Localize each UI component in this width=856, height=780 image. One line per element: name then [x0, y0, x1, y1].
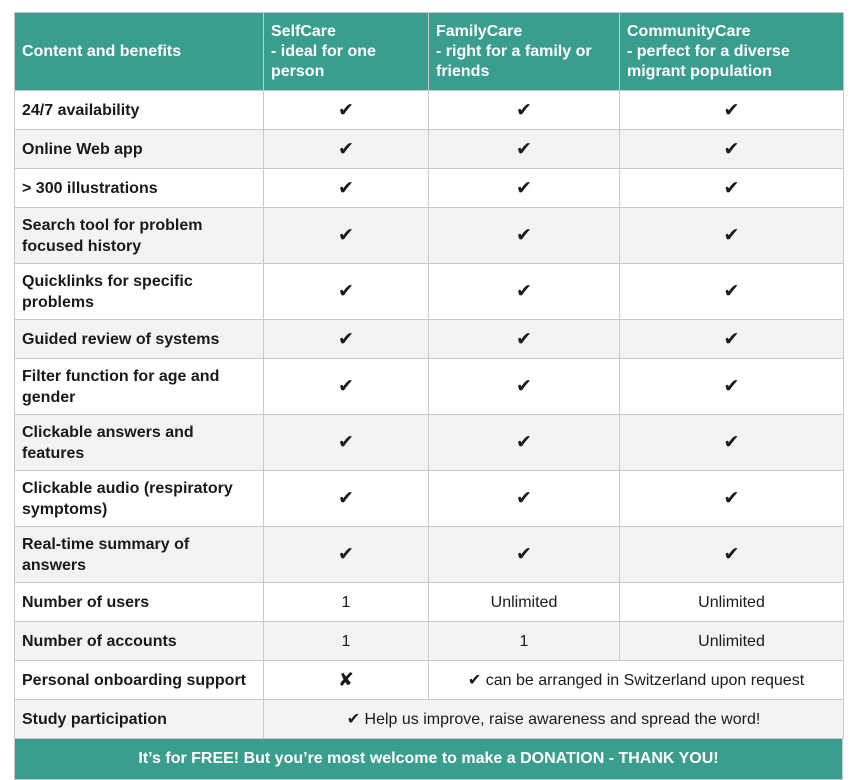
familycare-value: ✔ — [429, 208, 620, 264]
table-row — [15, 622, 844, 661]
selfcare-value: ✔ — [264, 208, 429, 264]
feature-label: Search tool for problem focused history — [15, 208, 264, 264]
donation-footer-banner: It’s for FREE! But you’re most welcome to make a DONATION - THANK YOU! — [14, 739, 843, 780]
table-row — [15, 208, 844, 264]
feature-label: Guided review of systems — [15, 320, 264, 359]
all-plans-merged-value: ✔ Help us improve, raise awareness and spread the word! — [264, 700, 844, 739]
feature-label: Clickable audio (respiratory symptoms) — [15, 471, 264, 527]
table-row — [15, 264, 844, 320]
selfcare-value: ✔ — [264, 415, 429, 471]
header-familycare-title: FamilyCare — [436, 22, 523, 40]
header-selfcare — [264, 13, 429, 91]
selfcare-value: ✔ — [264, 527, 429, 583]
selfcare-value: ✔ — [264, 359, 429, 415]
communitycare-value: ✔ — [620, 91, 844, 130]
familycare-value: 1 — [429, 622, 620, 661]
header-content-benefits: Content and benefits — [15, 13, 264, 91]
table-row — [15, 320, 844, 359]
header-selfcare-subtitle: - ideal for one person — [271, 42, 376, 80]
communitycare-value: ✔ — [620, 359, 844, 415]
selfcare-value: ✔ — [264, 169, 429, 208]
selfcare-value: ✔ — [264, 320, 429, 359]
communitycare-value: ✔ — [620, 130, 844, 169]
table-row — [15, 130, 844, 169]
header-communitycare-subtitle: - perfect for a diverse migrant population — [627, 42, 790, 80]
table-row — [15, 527, 844, 583]
communitycare-value: ✔ — [620, 320, 844, 359]
feature-label: Filter function for age and gender — [15, 359, 264, 415]
feature-label: Quicklinks for specific problems — [15, 264, 264, 320]
table-row — [15, 700, 844, 739]
family-community-merged-value: ✔ can be arranged in Switzerland upon request — [429, 661, 844, 700]
table-header-row — [15, 13, 844, 91]
selfcare-value: ✔ — [264, 91, 429, 130]
feature-label: Online Web app — [15, 130, 264, 169]
selfcare-value: 1 — [264, 622, 429, 661]
feature-label: Clickable answers and features — [15, 415, 264, 471]
selfcare-value: 1 — [264, 583, 429, 622]
selfcare-value: ✘ — [264, 661, 429, 700]
header-communitycare-title: CommunityCare — [627, 22, 751, 40]
table-row — [15, 169, 844, 208]
header-familycare-subtitle: - right for a family or friends — [436, 42, 592, 80]
feature-label: Number of users — [15, 583, 264, 622]
table-row — [15, 359, 844, 415]
familycare-value: ✔ — [429, 359, 620, 415]
communitycare-value: ✔ — [620, 169, 844, 208]
familycare-value: ✔ — [429, 264, 620, 320]
header-familycare — [429, 13, 620, 91]
table-row — [15, 91, 844, 130]
table-row — [15, 415, 844, 471]
table-row — [15, 583, 844, 622]
plan-comparison-table — [14, 12, 844, 739]
table-row — [15, 471, 844, 527]
communitycare-value: ✔ — [620, 264, 844, 320]
familycare-value: ✔ — [429, 320, 620, 359]
feature-label: Personal onboarding support — [15, 661, 264, 700]
familycare-value: ✔ — [429, 169, 620, 208]
feature-label: Real-time summary of answers — [15, 527, 264, 583]
selfcare-value: ✔ — [264, 264, 429, 320]
feature-label: Study participation — [15, 700, 264, 739]
header-selfcare-title: SelfCare — [271, 22, 336, 40]
selfcare-value: ✔ — [264, 471, 429, 527]
comparison-table-container — [14, 12, 843, 780]
communitycare-value: ✔ — [620, 527, 844, 583]
selfcare-value: ✔ — [264, 130, 429, 169]
feature-label: > 300 illustrations — [15, 169, 264, 208]
familycare-value: ✔ — [429, 471, 620, 527]
communitycare-value: Unlimited — [620, 583, 844, 622]
feature-label: 24/7 availability — [15, 91, 264, 130]
familycare-value: ✔ — [429, 415, 620, 471]
familycare-value: ✔ — [429, 91, 620, 130]
communitycare-value: ✔ — [620, 208, 844, 264]
communitycare-value: ✔ — [620, 415, 844, 471]
header-communitycare — [620, 13, 844, 91]
communitycare-value: ✔ — [620, 471, 844, 527]
familycare-value: ✔ — [429, 527, 620, 583]
table-row — [15, 661, 844, 700]
familycare-value: Unlimited — [429, 583, 620, 622]
familycare-value: ✔ — [429, 130, 620, 169]
feature-label: Number of accounts — [15, 622, 264, 661]
communitycare-value: Unlimited — [620, 622, 844, 661]
